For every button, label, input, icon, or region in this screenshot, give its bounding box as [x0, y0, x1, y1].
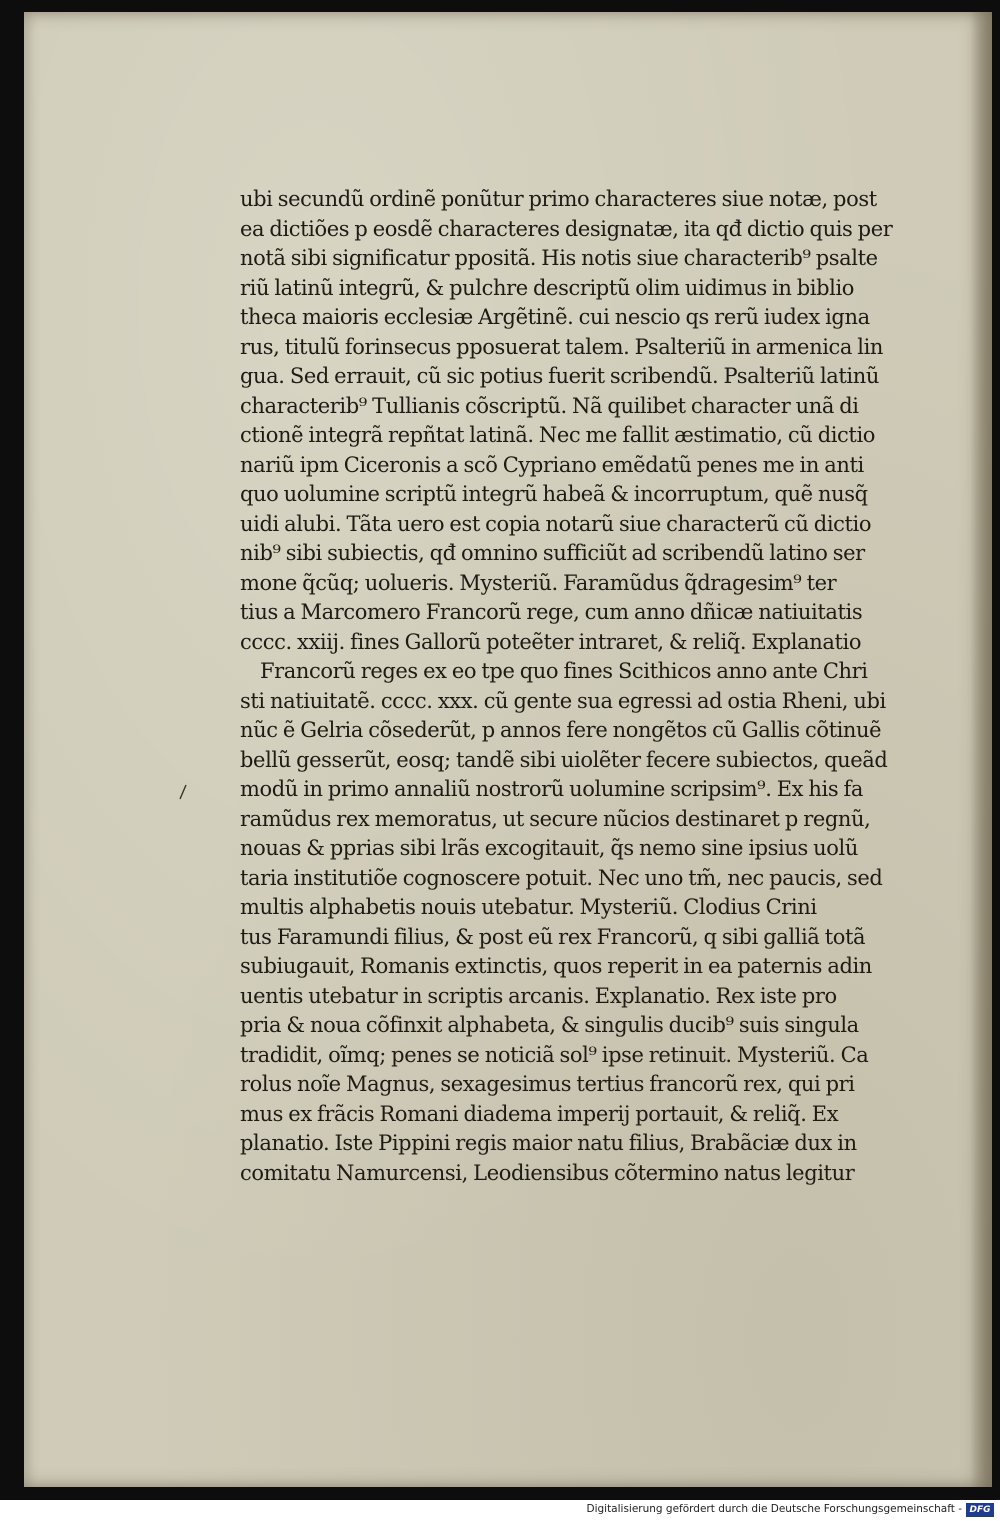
pen-mark-icon [178, 784, 188, 800]
text-line: pria & noua cõfinxit alphabeta, & singulis ducib⁹ suis singula [240, 1013, 859, 1037]
text-line: gua. Sed errauit, cũ sic potius fuerit scribendũ. Psalteriũ latinũ [240, 364, 879, 388]
text-line: uentis utebatur in scriptis arcanis. Explanatio. Rex iste pro [240, 983, 837, 1008]
text-line: tus Faramundi filius, & post eũ rex Francorũ, q sibi galliã totã [240, 924, 866, 949]
text-line: tius a Marcomero Francorũ rege, cum anno dñicæ natiuitatis [240, 600, 863, 624]
text-line: rolus noĩe Magnus, sexagesimus tertius francorũ rex, qui pri [240, 1072, 855, 1096]
text-line: subiugauit, Romanis extinctis, quos reperit in ea paternis adin [240, 954, 872, 978]
text-line: mus ex frãcis Romani diadema imperij portauit, & reliq̃. Ex [240, 1101, 839, 1126]
text-line: ctionẽ integrã repñtat latinã. Nec me fallit æstimatio, cũ dictio [240, 423, 876, 447]
text-line: ea dictiões p eosdẽ characteres designatæ, ita qđ dictio quis per [240, 216, 893, 241]
text-line: modũ in primo annaliũ nostrorũ uolumine scripsim⁹. Ex his fa [240, 777, 863, 801]
text-line: mone q̃cũq; uolueris. Mysteriũ. Faramũdus q̃dragesim⁹ ter [240, 570, 837, 595]
page-gutter-shadow [970, 12, 992, 1487]
text-line: bellũ gesserũt, eosq; tandẽ sibi uiolẽter fecere subiectos, queãd [240, 747, 888, 772]
text-line: cccc. xxiij. fines Gallorũ poteẽter intraret, & reliq̃. Explanatio [240, 629, 862, 654]
text-column [240, 185, 900, 1188]
text-line: ubi secundũ ordinẽ ponũtur primo characteres siue notæ, post [240, 187, 877, 211]
text-line: quo uolumine scriptũ integrũ habeã & incorruptum, quẽ nusq̃ [240, 482, 868, 506]
footer-bar [0, 1500, 1000, 1521]
text-line: nũc ẽ Gelria cõsederũt, p annos fere nongẽtos cũ Gallis cõtinuẽ [240, 718, 882, 742]
funding-credit: Digitalisierung gefördert durch die Deutsche Forschungsgemeinschaft - [586, 1503, 962, 1515]
dfg-logo-icon: DFG [966, 1503, 994, 1517]
text-line: ramũdus rex memoratus, ut secure nũcios destinaret p regnũ, [240, 806, 871, 831]
text-line: comitatu Namurcensi, Leodiensibus cõtermino natus legitur [240, 1160, 855, 1185]
text-line: rus, titulũ forinsecus pposuerat talem. Psalteriũ in armenica lin [240, 334, 884, 359]
text-line: characterib⁹ Tullianis cõscriptũ. Nã quilibet character unã di [240, 393, 859, 418]
text-line: multis alphabetis nouis utebatur. Mysteriũ. Clodius Crini [240, 895, 817, 919]
text-line: nariũ ipm Ciceronis a scõ Cypriano emẽdatũ penes me in anti [240, 452, 864, 477]
text-line: uidi alubi. Tãta uero est copia notarũ siue characterũ cũ dictio [240, 511, 872, 536]
text-line: tradidit, oĩmq; penes se noticiã sol⁹ ipse retinuit. Mysteriũ. Ca [240, 1042, 869, 1067]
text-line: Francorũ reges ex eo tpe quo fines Scithicos anno ante Chri [260, 659, 868, 683]
text-line: planatio. Iste Pippini regis maior natu filius, Brabãciæ dux in [240, 1131, 857, 1155]
text-line: sti natiuitatẽ. cccc. xxx. cũ gente sua egressi ad ostia Rheni, ubi [240, 688, 886, 713]
text-line: theca maioris ecclesiæ Argẽtinẽ. cui nescio qs rerũ iudex igna [240, 305, 870, 329]
text-line: taria institutiõe cognoscere potuit. Nec uno tm̃, nec paucis, sed [240, 865, 883, 890]
text-line: nib⁹ sibi subiectis, qđ omnino sufficiũt ad scribendũ latino ser [240, 541, 865, 565]
text-line: riũ latinũ integrũ, & pulchre descriptũ olim uidimus in biblio [240, 275, 855, 300]
text-line: nouas & pprias sibi lrãs excogitauit, q̃s nemo sine ipsius uolũ [240, 836, 858, 860]
text-line: notã sibi significatur ppositã. His notis siue characterib⁹ psalte [240, 246, 878, 270]
